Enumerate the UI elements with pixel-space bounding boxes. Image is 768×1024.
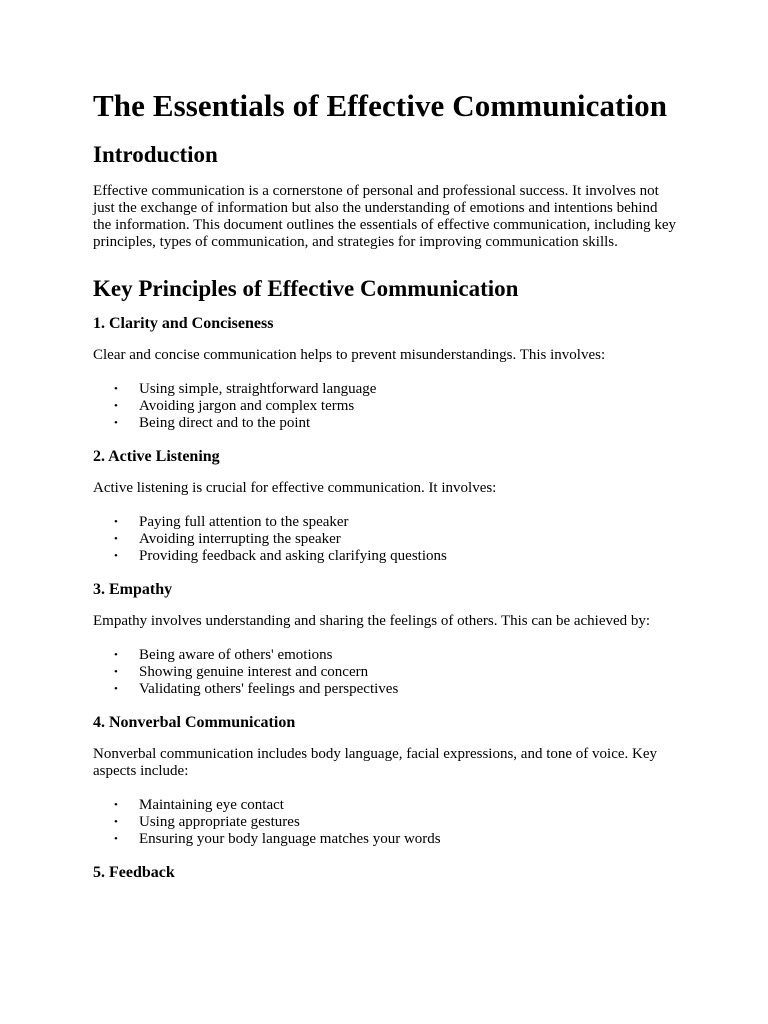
list-item: [93, 531, 678, 548]
list-item: [93, 647, 678, 664]
introduction-heading: Introduction: [93, 142, 218, 167]
key-principles-heading: Key Principles of Effective Communication: [93, 276, 519, 301]
list-item-text: Being direct and to the point: [139, 415, 311, 431]
list-item-text: Using appropriate gestures: [139, 814, 300, 830]
list-item: [93, 398, 678, 415]
list-item-text: Showing genuine interest and concern: [139, 664, 369, 680]
bullet-icon: •: [114, 383, 118, 395]
bullet-icon: •: [114, 516, 118, 528]
list-item-text: Being aware of others' emotions: [139, 647, 333, 663]
section-lead: Empathy involves understanding and sharing the feelings of others. This can be achieved by:: [93, 613, 651, 629]
list-item: [93, 548, 678, 565]
list-item-text: Using simple, straightforward language: [139, 381, 377, 397]
bullet-icon: •: [114, 649, 118, 661]
principle-section-clarity: [93, 313, 678, 432]
bullet-list: [93, 381, 678, 432]
bullet-icon: •: [114, 417, 118, 429]
list-item: [93, 797, 678, 814]
section-lead: Nonverbal communication includes body language, facial expressions, and tone of voice. Key aspects include:: [93, 746, 657, 779]
section-heading: 1. Clarity and Conciseness: [93, 315, 274, 332]
list-item-text: Avoiding interrupting the speaker: [139, 531, 341, 547]
introduction-paragraph: Effective communication is a cornerstone of personal and professional success. It involves not just the exchange of information but also the understanding of emotions and intentions behind the information. This document outlines the essentials of effective communication, including key principles, types of communication, and strategies for improving communication skills.: [93, 183, 677, 250]
bullet-icon: •: [114, 799, 118, 811]
principle-section-nonverbal: [93, 712, 678, 848]
bullet-icon: •: [114, 833, 118, 845]
bullet-icon: •: [114, 550, 118, 562]
bullet-icon: •: [114, 666, 118, 678]
bullet-icon: •: [114, 816, 118, 828]
section-lead: Clear and concise communication helps to prevent misunderstandings. This involves:: [93, 347, 606, 363]
list-item-text: Avoiding jargon and complex terms: [139, 398, 355, 414]
list-item-text: Paying full attention to the speaker: [139, 514, 349, 530]
bullet-list: [93, 797, 678, 848]
bullet-list: [93, 647, 678, 698]
section-heading: 3. Empathy: [93, 581, 173, 598]
list-item: [93, 415, 678, 432]
list-item-text: Ensuring your body language matches your words: [139, 831, 441, 847]
list-item: [93, 514, 678, 531]
principle-section-empathy: [93, 579, 678, 698]
document-title: The Essentials of Effective Communication: [93, 88, 668, 123]
bullet-icon: •: [114, 683, 118, 695]
section-heading: 2. Active Listening: [93, 448, 220, 465]
bullet-icon: •: [114, 400, 118, 412]
section-heading: 5. Feedback: [93, 864, 175, 881]
bullet-list: [93, 514, 678, 565]
bullet-icon: •: [114, 533, 118, 545]
principle-section-feedback: [93, 862, 678, 884]
principle-section-active-listening: [93, 446, 678, 565]
list-item-text: Providing feedback and asking clarifying questions: [139, 548, 447, 564]
list-item-text: Maintaining eye contact: [139, 797, 284, 813]
list-item: [93, 664, 678, 681]
section-lead: Active listening is crucial for effective communication. It involves:: [93, 480, 497, 496]
list-item: [93, 381, 678, 398]
list-item: [93, 814, 678, 831]
section-heading: 4. Nonverbal Communication: [93, 714, 296, 731]
list-item: [93, 681, 678, 698]
list-item: [93, 831, 678, 848]
list-item-text: Validating others' feelings and perspectives: [139, 681, 399, 697]
